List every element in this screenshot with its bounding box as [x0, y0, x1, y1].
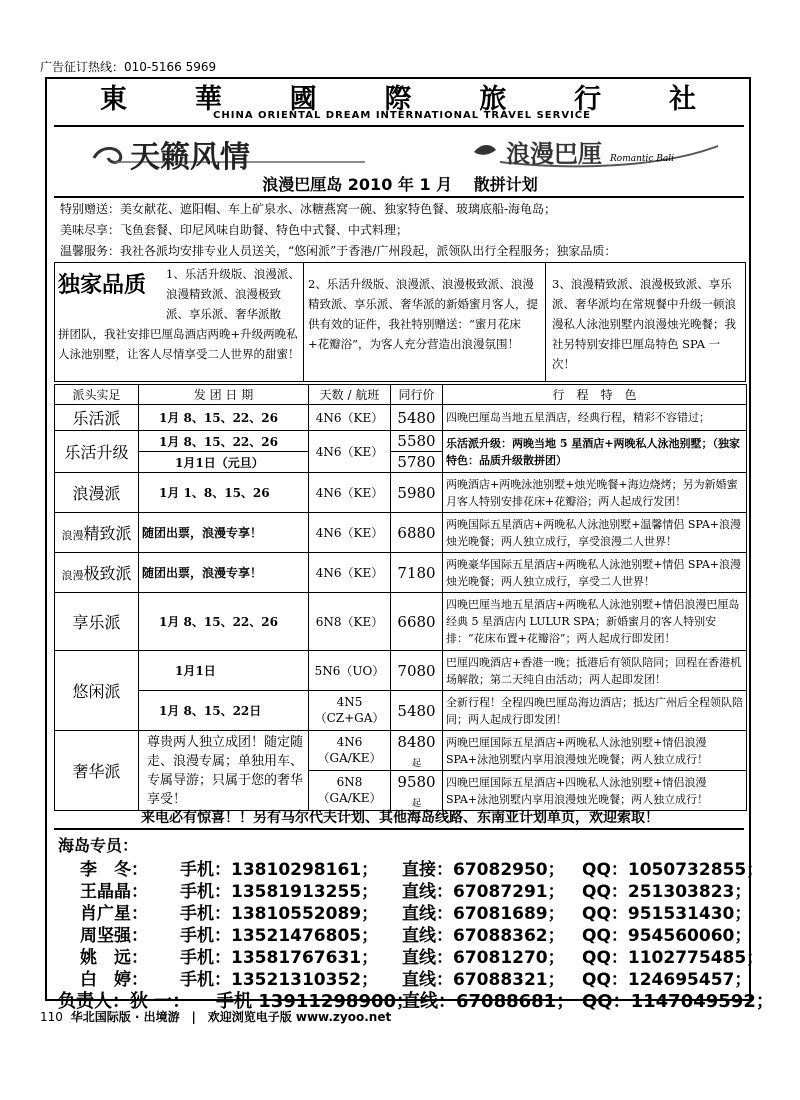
package-prefix: 浪漫 [61, 529, 84, 542]
departure-date: 1月 8、15、22、26 [139, 593, 309, 651]
price-value: 9580 [397, 772, 436, 791]
staff-name: 肖广星： [80, 904, 148, 924]
header-cell: 同行价 [391, 385, 443, 405]
logo-right-subtext: Romantic Bali [610, 154, 675, 164]
table-row [55, 593, 747, 651]
staff-qq: QQ：954560060； [582, 926, 752, 946]
title-main: 浪漫巴厘岛 2010 年 1 月 [262, 175, 453, 194]
package-prefix: 浪漫 [61, 569, 84, 582]
staff-row [58, 965, 752, 990]
days-flight: 4N6（GA/KE） [309, 731, 391, 771]
page-footer [40, 1008, 395, 1025]
staff-line: 直接：67082950； [402, 860, 565, 880]
page-title [0, 172, 800, 195]
staff-title: 海岛专员： [58, 836, 139, 855]
table-row [55, 431, 747, 452]
package-name: 乐活派 [55, 405, 139, 431]
package-name: 享乐派 [55, 593, 139, 651]
price [391, 731, 443, 771]
departure-date: 1月 8、15、22、26 [139, 431, 309, 452]
staff-row [58, 943, 764, 968]
staff-name: 姚 远： [80, 948, 148, 968]
package-name-text: 精致派 [83, 524, 132, 543]
price: 5980 [391, 473, 443, 513]
staff-mobile: 手机：13810298161； [180, 860, 379, 880]
departure-date: 1月1日 [139, 651, 309, 691]
table-row [55, 691, 747, 731]
footer-separator: | [191, 1010, 196, 1024]
manager-name: 负责人：狄 一： [58, 991, 191, 1012]
staff-row [58, 877, 752, 902]
staff-mobile: 手机：13581913255； [180, 882, 379, 902]
staff-name: 周坚强： [80, 926, 148, 946]
departure-date: 尊贵两人独立成团！随定随走、浪漫专属；单独用车、专属导游；只属于您的奢华享受！ [139, 731, 309, 811]
staff-name: 白 婷： [80, 970, 148, 990]
cuisine: 美味尽享：飞鱼套餐、印尼风味自助餐、特色中式餐、中式料理； [60, 223, 409, 237]
divider [54, 828, 744, 830]
price: 7180 [391, 553, 443, 593]
table-row [55, 553, 747, 593]
logo-tianlai [90, 132, 370, 175]
title-sub: 散拼计划 [473, 175, 538, 194]
footer-note: 欢迎浏览电子版 www.zyoo.net [207, 1010, 392, 1024]
itinerary: 巴厘四晚酒店+香港一晚；抵港后有领队陪同；回程在香港机场解散；第二天纯自由活动；两人起即发团！ [443, 651, 747, 691]
brand-char: 社 [668, 83, 700, 115]
manager-mobile: 手机 13911298900； [216, 991, 415, 1012]
staff-qq: QQ：251303823； [582, 882, 752, 902]
staff-mobile: 手机：13521310352； [180, 970, 379, 990]
exclusive-col1-top: 1、乐活升级版、浪漫派、浪漫精致派、浪漫极致派、享乐派、奢华派散 [166, 267, 300, 321]
header-cell: 派头实足 [55, 385, 139, 405]
departure-date: 1月 8、15、22日 [139, 691, 309, 731]
header-cell: 行 程 特 色 [443, 385, 747, 405]
staff-qq: QQ：1102775485； [582, 948, 764, 968]
itinerary: 乐活派升级：两晚当地 5 星酒店+两晚私人泳池别墅；（独家特色：品质升级散拼团） [443, 431, 747, 473]
divider [54, 125, 744, 127]
itinerary: 全新行程！全程四晚巴厘岛海边酒店；抵达广州后全程领队陪同；两人起成行即发团！ [443, 691, 747, 731]
surprise-banner: 来电必有惊喜！！另有马尔代夫计划、其他海岛线路、东南亚计划单页，欢迎索取！ [141, 810, 659, 826]
header-cell: 天数 / 航班 [309, 385, 391, 405]
package-name: 乐活升级 [55, 431, 139, 473]
staff-mobile: 手机：13581767631； [180, 948, 379, 968]
staff-mobile: 手机：13810552089； [180, 904, 379, 924]
departure-date: 1月 1、8、15、26 [139, 473, 309, 513]
itinerary: 四晚巴厘国际五星酒店+四晚私人泳池别墅+情侣浪漫 SPA+泳池别墅内享用浪漫烛光晚餐；两人独立成行！ [443, 771, 747, 811]
days-flight: 4N6（KE） [309, 431, 391, 473]
days-flight: 6N8（KE） [309, 593, 391, 651]
publication-name: 华北国际版 · 出境游 [70, 1010, 180, 1024]
page-number: 110 [40, 1010, 63, 1024]
table-row [55, 651, 747, 691]
departure-date: 随团出票，浪漫专享！ [139, 513, 309, 553]
table-row [55, 731, 747, 771]
special-gifts: 特别赠送：美女献花、遮阳帽、车上矿泉水、冰糖燕窝一碗、独家特色餐、玻璃底船-海龟岛； [60, 202, 557, 216]
schedule-table [54, 384, 747, 811]
logo-romantic-bali [470, 132, 720, 170]
itinerary: 两晚巴厘国际五星酒店+两晚私人泳池别墅+情侣浪漫 SPA+泳池别墅内享用浪漫烛光晚餐；两人独立成行！ [443, 731, 747, 771]
manager-line: 直线：67088681； [402, 991, 575, 1012]
itinerary: 四晚巴厘岛当地五星酒店，经典行程，精彩不容错过； [443, 405, 747, 431]
logo-right-text: 浪漫巴厘 [506, 139, 602, 168]
package-name: 悠闲派 [55, 651, 139, 731]
days-flight: 4N5（CZ+GA） [309, 691, 391, 731]
exclusive-col3: 3、浪漫精致派、浪漫极致派、享乐派、奢华派均在常规餐中升级一顿浪漫私人泳池别墅内浪漫烛光晚餐；我社另特别安排巴厘岛特色 SPA 一次！ [552, 277, 736, 371]
brand-char: 行 [574, 83, 606, 115]
staff-name: 王晶晶： [80, 882, 148, 902]
service: 温馨服务：我社各派均安排专业人员送关，“悠闲派”于香港/广州段起，派领队出行全程服务；独家品质： [60, 244, 617, 258]
days-flight: 6N8（GA/KE） [309, 771, 391, 811]
header-cell: 发 团 日 期 [139, 385, 309, 405]
manager-row [58, 987, 774, 1012]
price-value: 8480 [397, 732, 436, 751]
divider [54, 196, 744, 198]
price [391, 771, 443, 811]
staff-line: 直线：67088321； [402, 970, 565, 990]
brand-char: 東 [100, 83, 131, 115]
staff-qq: QQ：951531430； [582, 904, 752, 924]
price: 5480 [391, 691, 443, 731]
days-flight: 5N6（UO） [309, 651, 391, 691]
table-row [55, 513, 747, 553]
price: 7080 [391, 651, 443, 691]
days-flight: 4N6（KE） [309, 405, 391, 431]
table-row [55, 405, 747, 431]
package-name: 奢华派 [55, 731, 139, 811]
days-flight: 4N6（KE） [309, 473, 391, 513]
package-name [55, 553, 139, 593]
price: 5480 [391, 405, 443, 431]
departure-date: 1月 8、15、22、26 [139, 405, 309, 431]
brand-char: 華 [194, 83, 226, 115]
price: 6880 [391, 513, 443, 553]
table-header [55, 385, 747, 405]
itinerary: 两晚豪华国际五星酒店+两晚私人泳池别墅+情侣 SPA+浪漫烛光晚餐；两人独立成行，享受二人世界！ [443, 553, 747, 593]
staff-line: 直线：67081689； [402, 904, 565, 924]
staff-row [58, 899, 752, 924]
brand-name [100, 83, 700, 115]
departure-date: 1月1日（元旦） [139, 452, 309, 473]
manager-qq: QQ：1147049592； [582, 991, 774, 1012]
itinerary: 两晚酒店+两晚泳池别墅+烛光晚餐+海边烧烤；另为新婚蜜月客人特别安排花床+花瓣浴；两人起成行发团！ [443, 473, 747, 513]
package-name [55, 513, 139, 553]
itinerary: 四晚巴厘当地五星酒店+两晚私人泳池别墅+情侣浪漫巴厘岛经典 5 星酒店内 LULUR SPA；新婚蜜月的客人特别安排：“花床布置+花瓣浴”；两人起成行即发团！ [443, 593, 747, 651]
staff-name: 李 冬： [80, 860, 148, 880]
staff-mobile: 手机：13521476805； [180, 926, 379, 946]
days-flight: 4N6（KE） [309, 513, 391, 553]
package-name-text: 极致派 [83, 564, 132, 583]
price-unit: 起 [411, 798, 421, 809]
ad-hotline: 广告征订热线：010-5166 5969 [40, 60, 217, 74]
staff-qq: QQ：1050732855； [582, 860, 764, 880]
brand-char: 際 [384, 83, 416, 115]
departure-date: 随团出票，浪漫专享！ [139, 553, 309, 593]
staff-row [58, 921, 752, 946]
price-unit: 起 [411, 758, 421, 769]
brand-char: 國 [289, 83, 321, 115]
table-row [55, 473, 747, 513]
price: 5780 [391, 452, 443, 473]
price: 6680 [391, 593, 443, 651]
staff-line: 直线：67081270； [402, 948, 565, 968]
days-flight: 4N6（KE） [309, 553, 391, 593]
brand-char: 旅 [479, 83, 511, 115]
exclusive-col1-bottom: 拼团队，我社安排巴厘岛酒店两晚+升级两晚私人泳池别墅，让客人尽情享受二人世界的甜蜜！ [58, 327, 300, 361]
staff-qq: QQ：124695457； [582, 970, 752, 990]
itinerary: 两晚国际五星酒店+两晚私人泳池别墅+温馨情侣 SPA+浪漫烛光晚餐；两人独立成行，享受浪漫二人世界！ [443, 513, 747, 553]
exclusive-title: 独家品质 [58, 272, 147, 298]
brand-english: CHINA ORIENTAL DREAM INTERNATIONAL TRAVEL SERVICE [213, 110, 591, 121]
price: 5580 [391, 431, 443, 452]
staff-row [58, 855, 764, 880]
exclusive-col2: 2、乐活升级版、浪漫派、浪漫极致派、浪漫精致派、享乐派、奢华派的新婚蜜月客人，提供有效的证件，我社特别赠送：“蜜月花床+花瓣浴”，为客人充分营造出浪漫氛围！ [308, 277, 538, 351]
staff-line: 直线：67088362； [402, 926, 565, 946]
package-name: 浪漫派 [55, 473, 139, 513]
staff-line: 直线：67087291； [402, 882, 565, 902]
logo-left-text: 天籁风情 [130, 140, 250, 175]
